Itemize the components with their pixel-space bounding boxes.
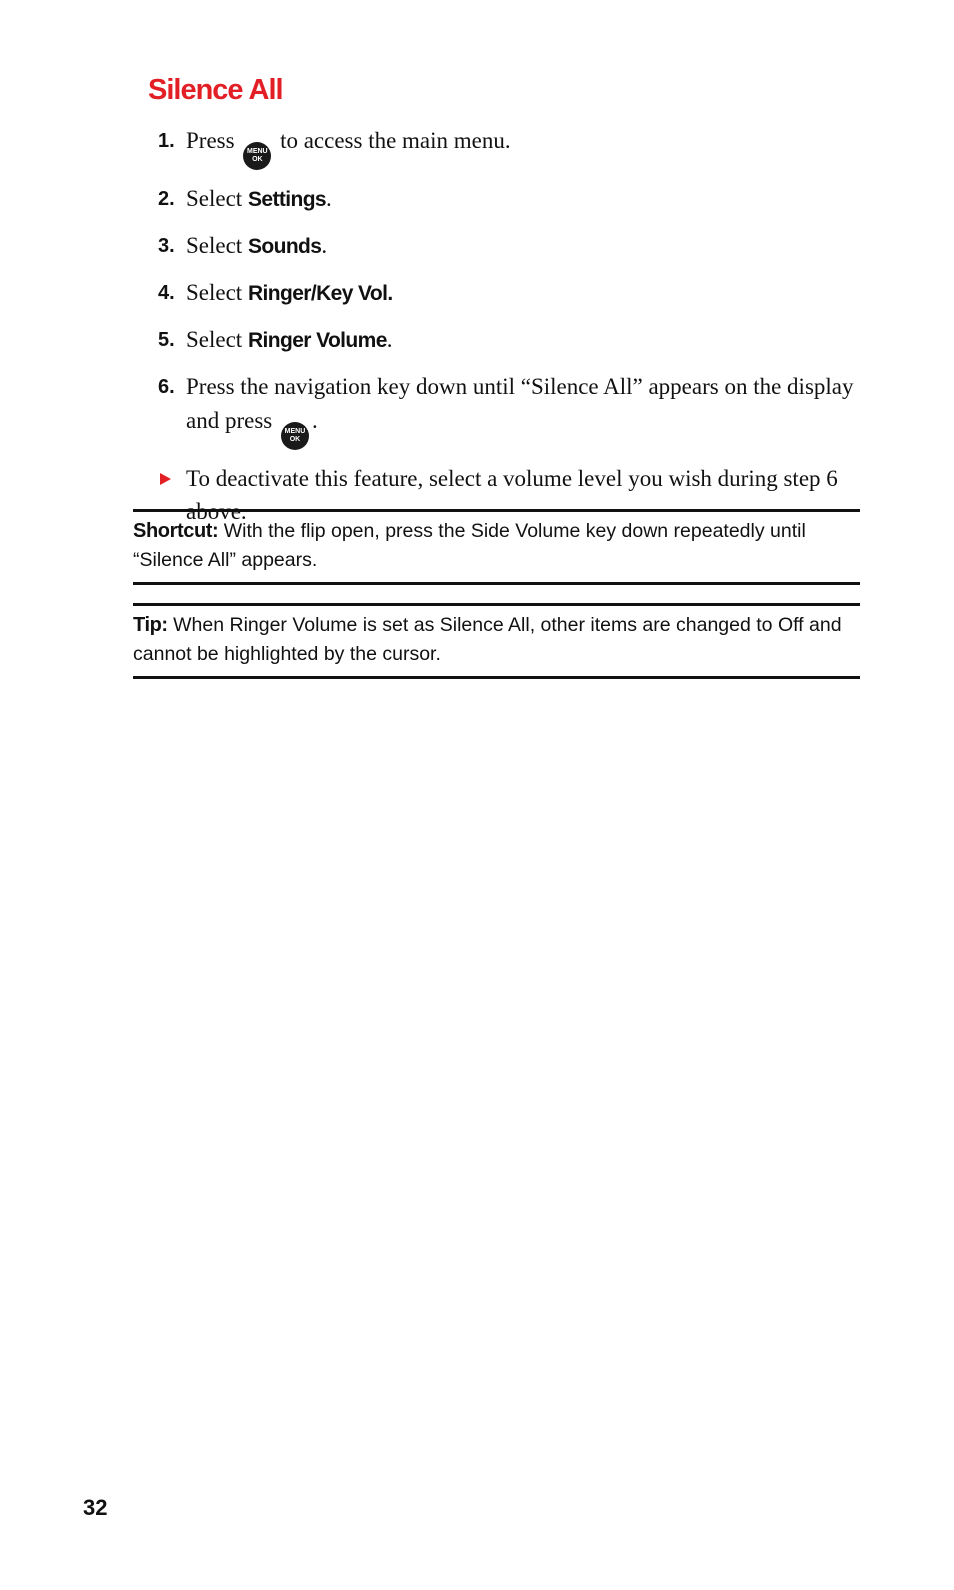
step-6 <box>158 370 858 450</box>
step-text: . <box>326 186 332 211</box>
menu-item-name: Ringer/Key Vol. <box>247 282 393 305</box>
triangle-bullet-icon <box>160 473 171 485</box>
step-text: . <box>321 233 328 258</box>
tip-box <box>133 603 860 679</box>
step-text: Select <box>186 280 243 305</box>
step-text: . <box>386 327 393 352</box>
shortcut-box <box>133 509 860 585</box>
step-2 <box>158 182 858 217</box>
step-number: 3. <box>158 235 175 257</box>
step-text: . <box>311 408 318 433</box>
menu-item-name: Settings <box>247 188 326 211</box>
step-text: Press the navigation key down until “Silence All” appears on the display and press <box>186 374 854 433</box>
menu-item-name: Sounds <box>247 235 322 258</box>
step-text: to access the main menu. <box>280 128 511 153</box>
shortcut-text: With the flip open, press the Side Volume key down repeatedly until “Silence All” appears. <box>133 520 806 571</box>
step-text: Press <box>186 128 235 153</box>
shortcut-label: Shortcut: <box>133 520 219 542</box>
step-text: Select <box>186 233 243 258</box>
tip-label: Tip: <box>133 614 168 636</box>
menu-ok-key-icon: MENU OK <box>281 422 309 450</box>
section-title: Silence All <box>148 74 283 106</box>
step-4 <box>158 276 858 311</box>
page-number: 32 <box>83 1495 108 1520</box>
menu-item-name: Ringer Volume <box>247 329 387 352</box>
bullet-text: To deactivate this feature, select a volume level you wish during step 6 above. <box>186 466 838 524</box>
step-1 <box>158 124 858 170</box>
step-text: Select <box>186 186 243 211</box>
step-text: Select <box>186 327 243 352</box>
step-number: 2. <box>158 188 175 210</box>
step-number: 5. <box>158 329 175 351</box>
tip-text: When Ringer Volume is set as Silence All, other items are changed to Off and cannot be highlighted by the cursor. <box>133 614 842 665</box>
step-number: 6. <box>158 376 175 398</box>
step-3 <box>158 229 858 264</box>
steps-list <box>158 124 858 528</box>
menu-ok-key-icon: MENU OK <box>243 142 271 170</box>
step-number: 4. <box>158 282 175 304</box>
step-number: 1. <box>158 130 175 152</box>
step-5 <box>158 323 858 358</box>
